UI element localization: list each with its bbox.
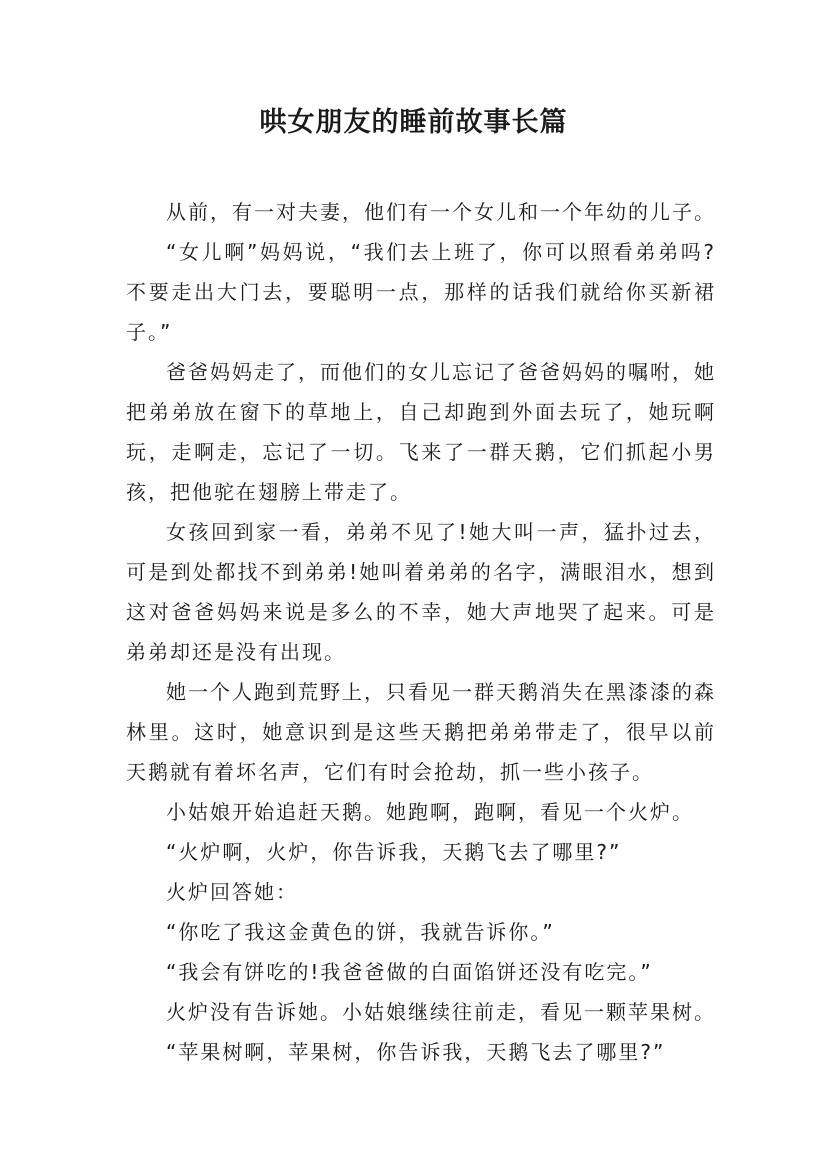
document-title: 哄女朋友的睡前故事长篇	[259, 107, 568, 138]
paragraph: 女孩回到家一看，弟弟不见了!她大叫一声，猛扑过去，可是到处都找不到弟弟!她叫着弟弟的名字，满眼泪水，想到这对爸爸妈妈来说是多么的不幸，她大声地哭了起来。可是弟弟却还是没有出现。	[126, 520, 716, 664]
paragraph: “苹果树啊，苹果树，你告诉我，天鹅飞去了哪里?”	[166, 1040, 666, 1064]
paragraph: 从前，有一对夫妻，他们有一个女儿和一个年幼的儿子。	[166, 200, 716, 224]
paragraph: 爸爸妈妈走了，而他们的女儿忘记了爸爸妈妈的嘱咐，她把弟弟放在窗下的草地上，自己却跑到外面去玩了，她玩啊玩，走啊走，忘记了一切。飞来了一群天鹅，它们抓起小男孩，把他驼在翅膀上带走了。	[126, 360, 716, 504]
paragraph: “女儿啊”妈妈说，“我们去上班了，你可以照看弟弟吗?不要走出大门去，要聪明一点，那样的话我们就给你买新裙子。”	[126, 240, 716, 344]
paragraph: 小姑娘开始追赶天鹅。她跑啊，跑啊，看见一个火炉。	[166, 800, 694, 824]
paragraph: “我会有饼吃的!我爸爸做的白面馅饼还没有吃完。”	[166, 960, 653, 984]
paragraph: “火炉啊，火炉，你告诉我，天鹅飞去了哪里?”	[166, 840, 622, 864]
paragraph: 她一个人跑到荒野上，只看见一群天鹅消失在黑漆漆的森林里。这时，她意识到是这些天鹅把弟弟带走了，很早以前天鹅就有着坏名声，它们有时会抢劫，抓一些小孩子。	[126, 680, 716, 784]
paragraph: 火炉没有告诉她。小姑娘继续往前走，看见一颗苹果树。	[166, 1000, 716, 1024]
paragraph: 火炉回答她：	[166, 880, 298, 904]
document-body	[126, 192, 716, 1072]
paragraph: “你吃了我这金黄色的饼，我就告诉你。”	[166, 920, 555, 944]
